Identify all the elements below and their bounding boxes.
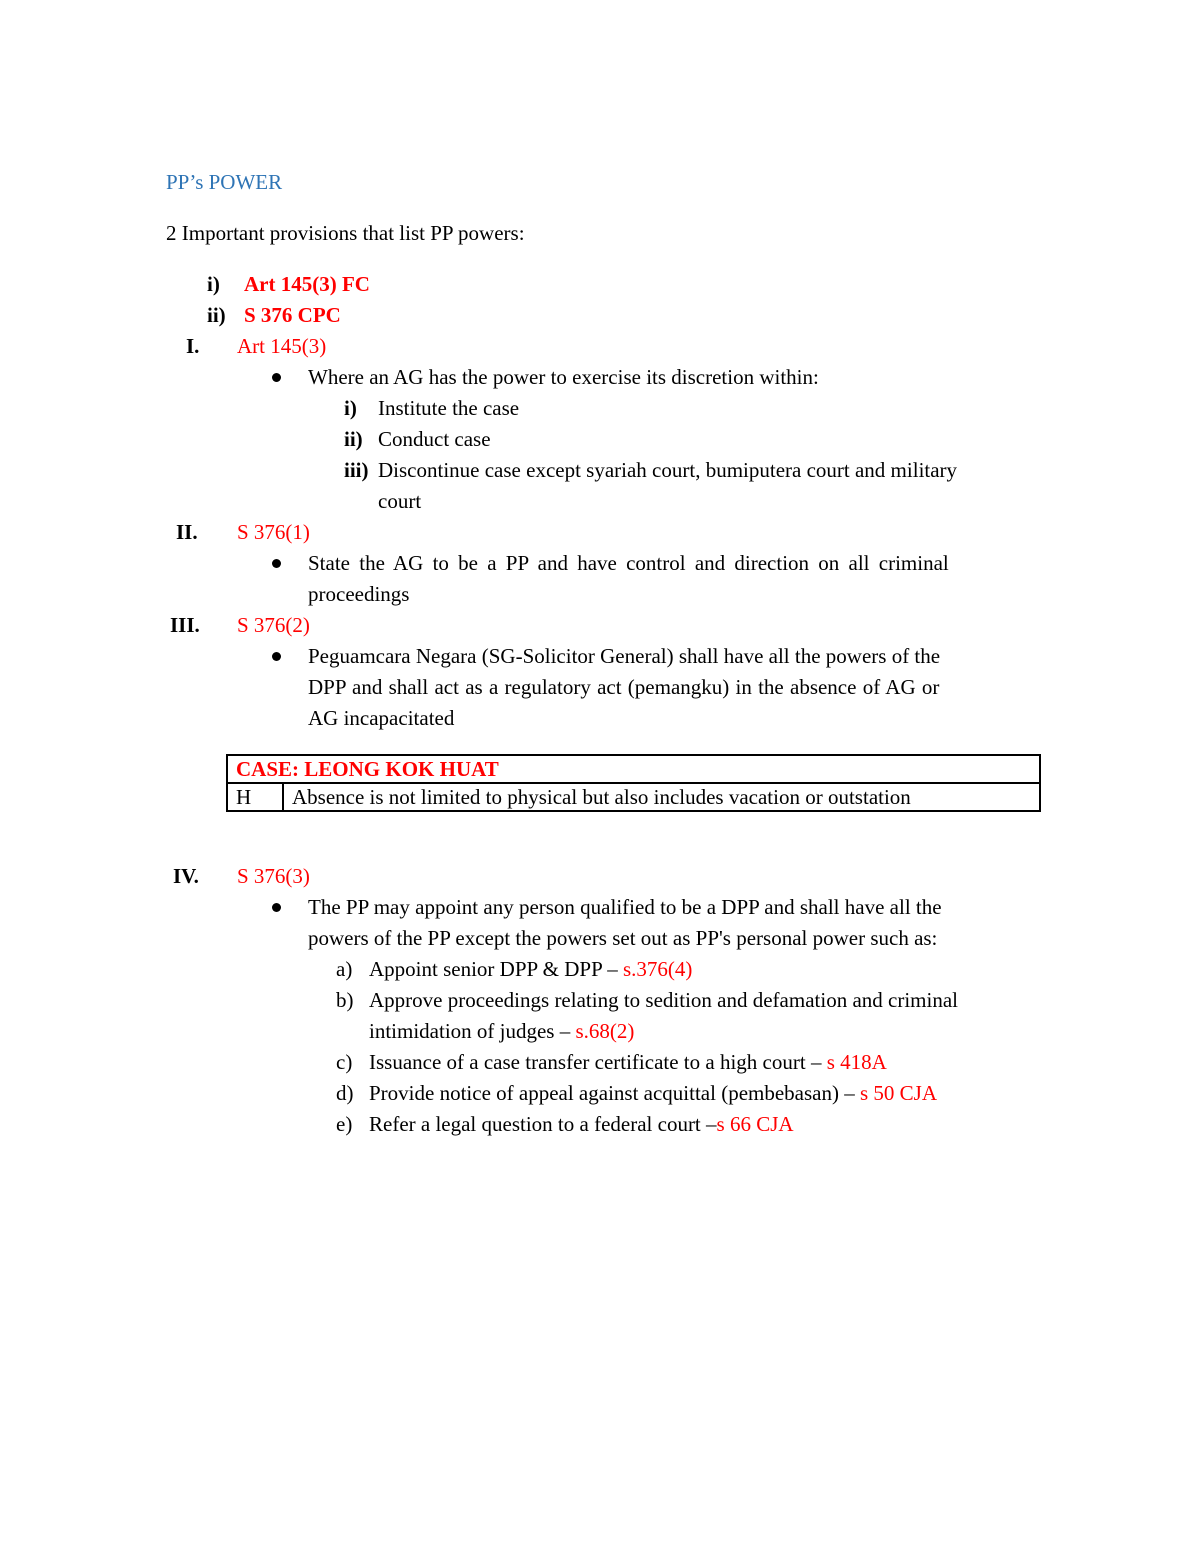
bullet-icon xyxy=(272,373,281,382)
bullet-text: The PP may appoint any person qualified to be a DPP and shall have all the xyxy=(308,895,942,919)
bullet-text: State the AG to be a PP and have control and direction on all criminal xyxy=(308,551,949,575)
bullet-text-continued: proceedings xyxy=(308,582,410,606)
item-text-continued: court xyxy=(378,489,422,513)
list-item-continued: intimidation of judges – s.68(2) xyxy=(369,1019,635,1043)
item-marker: b) xyxy=(336,988,354,1012)
item-marker: ii) xyxy=(344,427,363,451)
bullet-text-continued: powers of the PP except the powers set out as PP's personal power such as: xyxy=(308,926,938,950)
list-item: Issuance of a case transfer certificate to a high court – s 418A xyxy=(369,1050,887,1074)
section-numeral: I. xyxy=(186,334,200,358)
bullet-icon xyxy=(272,652,281,661)
item-text: Discontinue case except syariah court, bumiputera court and military xyxy=(378,458,958,482)
case-title: CASE: LEONG KOK HUAT xyxy=(227,755,1040,783)
item-marker: d) xyxy=(336,1081,354,1105)
item-text: Conduct case xyxy=(378,427,491,451)
page-title: PP’s POWER xyxy=(166,170,283,194)
bullet-text: Peguamcara Negara (SG-Solicitor General) shall have all the powers of the xyxy=(308,644,941,668)
item-reference: s 418A xyxy=(826,1050,887,1074)
section-numeral: III. xyxy=(170,613,200,637)
list-item: Provide notice of appeal against acquittal (pembebasan) – s 50 CJA xyxy=(369,1081,938,1105)
list-item: Appoint senior DPP & DPP – s.376(4) xyxy=(369,957,693,981)
item-reference: s.376(4) xyxy=(622,957,693,981)
section-heading: Art 145(3) xyxy=(237,334,327,358)
section-numeral: II. xyxy=(176,520,198,544)
section-numeral: IV. xyxy=(173,864,199,888)
item-marker: a) xyxy=(336,957,353,981)
bullet-text-continued: AG incapacitated xyxy=(308,706,455,730)
item-marker: iii) xyxy=(344,458,369,482)
provision-marker: i) xyxy=(207,272,220,296)
section-heading: S 376(1) xyxy=(237,520,310,544)
case-holding-text: Absence is not limited to physical but also includes vacation or outstation xyxy=(283,783,1040,811)
case-table xyxy=(226,754,1041,812)
item-text: Institute the case xyxy=(378,396,520,420)
intro-text: 2 Important provisions that list PP powers: xyxy=(166,221,525,245)
item-reference: s 50 CJA xyxy=(860,1081,938,1105)
provision-s-376: S 376 CPC xyxy=(244,303,341,327)
item-marker: c) xyxy=(336,1050,353,1074)
bullet-text: Where an AG has the power to exercise its discretion within: xyxy=(308,365,819,389)
list-item: Approve proceedings relating to sedition and defamation and criminal xyxy=(369,988,958,1012)
list-item: Refer a legal question to a federal court –s 66 CJA xyxy=(369,1112,794,1136)
case-holding-label: H xyxy=(227,783,283,811)
section-heading: S 376(2) xyxy=(237,613,310,637)
item-reference: s 66 CJA xyxy=(716,1112,794,1136)
item-reference: s.68(2) xyxy=(575,1019,635,1043)
bullet-icon xyxy=(272,559,281,568)
item-marker: i) xyxy=(344,396,357,420)
bullet-icon xyxy=(272,903,281,912)
bullet-text-continued: DPP and shall act as a regulatory act (pemangku) in the absence of AG or xyxy=(308,675,940,699)
section-heading: S 376(3) xyxy=(237,864,310,888)
provision-marker: ii) xyxy=(207,303,226,327)
provision-art-145: Art 145(3) FC xyxy=(244,272,370,296)
item-marker: e) xyxy=(336,1112,353,1136)
